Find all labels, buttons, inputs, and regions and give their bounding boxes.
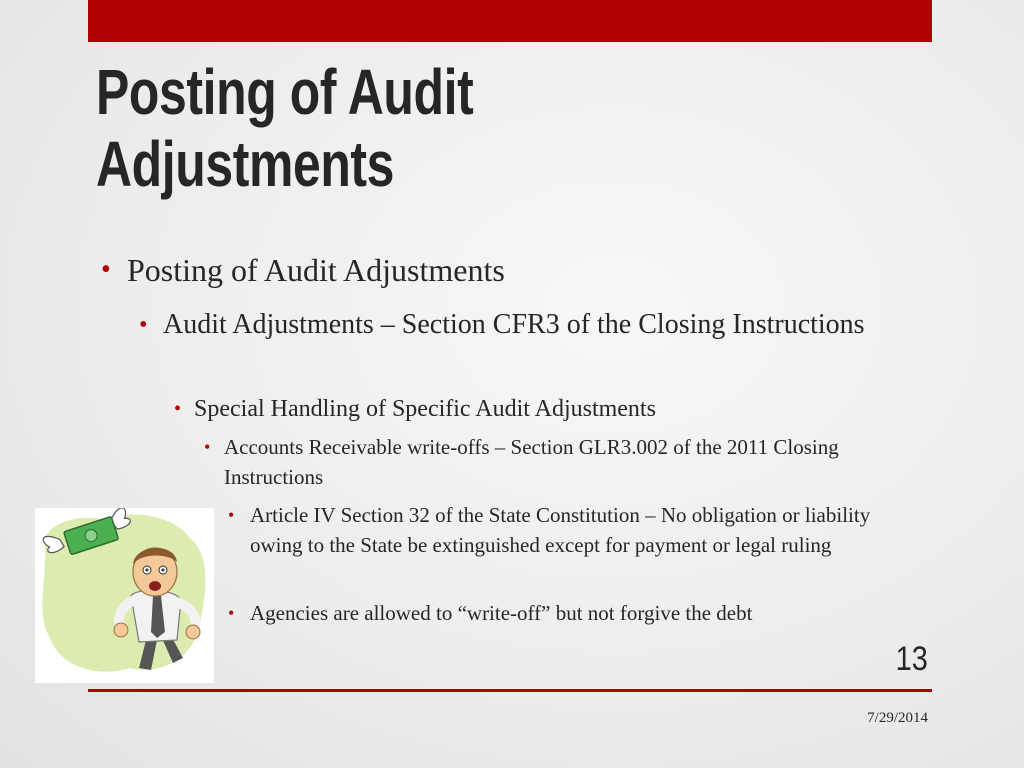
- money-flying-away-man-icon: [35, 508, 214, 683]
- slide-title: [96, 56, 720, 200]
- slide-number: 13: [895, 640, 928, 678]
- slide-date: 7/29/2014: [867, 710, 928, 726]
- bullet-dot-icon: •: [228, 505, 235, 525]
- bullet-level-3: [174, 394, 894, 424]
- bullet-text: Audit Adjustments – Section CFR3 of the Closing Instructions: [163, 309, 865, 340]
- bullet-dot-icon: •: [174, 398, 182, 420]
- slide-title-line-1: Posting of Audit: [96, 56, 474, 128]
- bullet-text: Article IV Section 32 of the State Constitution – No obligation or liability owing to the State be extinguished except for payment or legal ruling: [250, 503, 871, 557]
- clipart-illustration: [35, 508, 214, 683]
- slide-title-line-2: Adjustments: [96, 128, 395, 200]
- bullet-dot-icon: •: [228, 603, 235, 623]
- bullet-dot-icon: •: [139, 312, 148, 338]
- bullet-level-5: [228, 598, 900, 628]
- bullet-level-2: [139, 306, 883, 344]
- bullet-text: Agencies are allowed to “write-off” but not forgive the debt: [250, 601, 753, 625]
- bullet-dot-icon: •: [204, 437, 211, 457]
- bullet-text: Special Handling of Specific Audit Adjustments: [194, 396, 656, 422]
- bullet-text: Accounts Receivable write-offs – Section GLR3.002 of the 2011 Closing Instructions: [224, 435, 839, 489]
- bullet-dot-icon: •: [101, 254, 111, 285]
- footer-divider: [88, 689, 932, 692]
- bullet-text: Posting of Audit Adjustments: [127, 252, 505, 288]
- bullet-level-4: [204, 432, 894, 492]
- bullet-level-5: [228, 500, 900, 560]
- top-accent-bar: [88, 0, 932, 42]
- bullet-level-1: [101, 250, 887, 290]
